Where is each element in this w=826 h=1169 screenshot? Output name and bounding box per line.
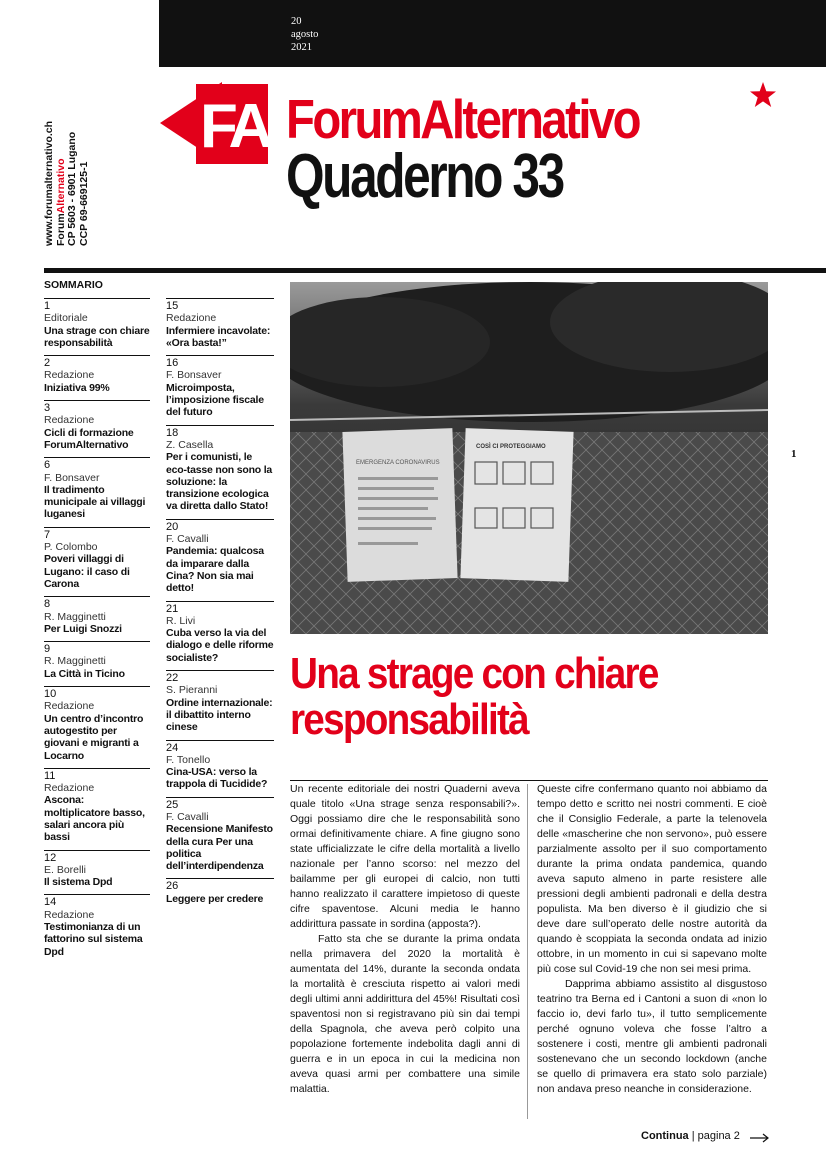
toc-page-number: 25 (166, 798, 179, 811)
fence-signs-photo (290, 282, 768, 634)
postal-address: CP 5603 - 6901 Lugano (66, 131, 78, 246)
sign-left-title: EMERGENZA CORONAVIRUS (356, 460, 440, 466)
toc-column-1 (44, 298, 150, 964)
toc-title: Leggere per credere (166, 892, 264, 905)
toc-page-number: 3 (44, 402, 51, 415)
continue-link[interactable] (641, 1130, 740, 1142)
toc-item[interactable] (44, 527, 150, 590)
logo-letters: FA (200, 92, 268, 161)
article-paragraph: Un recente editoriale dei nostri Quaderni aveva quale titolo «Una strage senza responsabili?». Oggi possiamo dire che le responsabilità sono ormai definitivamente chiare. A fine giugno sono state ufficializzate le cifre della mortalità a livello nazionale per l’anno scorso: nel mezzo del bailamme per gli europei di calcio, non tutti hanno realizzato il carattere impietoso di queste cifre spaventose. Alcuni media le hanno addirittura passate in sordina (apposta?). (290, 783, 520, 930)
toc-title: Una strage con chiare responsabilità (44, 324, 150, 349)
toc-item[interactable] (166, 355, 274, 418)
toc-author: R. Livi (166, 614, 196, 627)
toc-title: Testimonianza di un fattorino sul sistema Dpd (44, 921, 143, 958)
toc-page-number: 16 (166, 357, 179, 370)
toc-author: E. Borelli (44, 863, 87, 876)
date-day: 20 (291, 16, 302, 27)
toc-author: Redazione (44, 782, 95, 795)
toc-title: Cina-USA: verso la trappola di Tucidide? (166, 766, 268, 791)
star-icon (749, 82, 777, 108)
toc-title: Microimposta, l’imposizione fiscale del futuro (166, 381, 264, 419)
toc-page-number: 20 (166, 520, 179, 533)
toc-author: Editoriale (44, 312, 88, 325)
toc-title: Iniziativa 99% (44, 381, 110, 394)
article-paragraph: Queste cifre confermano quanto noi abbiamo da tempo detto e scritto nei nostri commenti. E cioè che il Consiglio Federale, a parte la telenovela delle «mascherine che non servono», può essere parzialmente assolto per il suo comportamento durante la prima ondata pandemica, quando aveva saputo almeno in parte resistere alle pressioni degli ambienti padronali e della destra populista. Ma ben diverso è il giudizio che si deve dare sull’operato delle nostre autorità da quando è scoppiata la seconda ondata ad inizio ottobre, in un momento in cui si sapevano molte più cose sul Covid-19 che non sei mesi prima. (537, 783, 767, 975)
article-paragraph: Dapprima abbiamo assistito al disgustoso teatrino tra Berna ed i Cantoni a suon di «non lo faccio io, devi farlo tu», il tutto semplicemente perché ognuno voleva che fosse l’altro a sostenere i costi, mentre gli ambienti padronali sostenevano che un secondo lockdown (anche se quello di primavera era stato solo parziale) non andava preso neanche in considerazione. (537, 978, 767, 1095)
issue-date (291, 15, 318, 54)
toc-author: P. Colombo (44, 541, 98, 554)
toc-item[interactable] (44, 400, 150, 451)
toc-author: F. Bonsaver (44, 471, 100, 484)
toc-title: Poveri villaggi di Lugano: il caso di Carona (44, 553, 130, 590)
toc-title: Cuba verso la via del dialogo e delle riforme socialiste? (166, 627, 274, 664)
toc-item[interactable] (166, 425, 274, 513)
date-year: 2021 (291, 42, 312, 53)
toc-author: S. Pieranni (166, 684, 218, 697)
continue-page: | pagina 2 (688, 1130, 740, 1142)
toc-author: Redazione (44, 908, 95, 921)
article-divider (290, 780, 768, 781)
toc-title: La Città in Ticino (44, 667, 125, 680)
brand-alternativo: Alternativo (420, 88, 639, 150)
cover-photo (290, 282, 768, 634)
toc-item[interactable] (44, 596, 150, 635)
ccp-account: CCP 69-669125-1 (77, 161, 90, 246)
toc-column-2 (166, 298, 274, 911)
toc-item[interactable] (44, 850, 150, 889)
continue-label: Continua (641, 1130, 689, 1142)
side-contact-info (44, 121, 90, 246)
toc-title: Cicli di formazione ForumAlternativo (44, 426, 134, 451)
article-column-right (537, 782, 767, 1097)
toc-page-number: 18 (166, 426, 179, 439)
org-name: ForumAlternativo (54, 158, 67, 246)
toc-page-number: 9 (44, 643, 51, 656)
toc-title: Recensione Manifesto della cura Per una politica dell’interdipendenza (166, 823, 273, 873)
top-black-bar (159, 0, 826, 67)
toc-author: F. Bonsaver (166, 369, 222, 382)
toc-title: Ascona: moltiplicatore basso, salari ancora più bassi (44, 794, 145, 844)
toc-author: F. Cavalli (166, 810, 209, 823)
website-link[interactable]: www.forumalternativo.ch (43, 120, 55, 246)
arrow-right-icon[interactable] (750, 1133, 770, 1143)
toc-author: R. Magginetti (44, 610, 106, 623)
header-divider (44, 268, 826, 273)
toc-page-number: 21 (166, 602, 179, 615)
brand-name (286, 88, 639, 150)
toc-page-number: 12 (44, 851, 57, 864)
toc-title: Per Luigi Snozzi (44, 622, 122, 635)
toc-item[interactable] (44, 641, 150, 680)
article-column-left (290, 782, 520, 1097)
toc-item[interactable] (44, 768, 150, 844)
toc-item[interactable] (44, 686, 150, 762)
toc-item[interactable] (166, 797, 274, 873)
toc-page-number: 15 (166, 300, 179, 312)
toc-title: Infermiere incavolate: «Ora basta!” (166, 324, 271, 349)
toc-page-number: 10 (44, 688, 57, 701)
toc-author: Redazione (44, 369, 95, 382)
toc-author: Redazione (44, 700, 95, 713)
toc-page-number: 2 (44, 357, 51, 370)
toc-author: F. Tonello (166, 753, 211, 766)
toc-title: Pandemia: qualcosa da imparare dalla Cina? Non sia mai detto! (166, 545, 264, 595)
toc-item[interactable] (166, 740, 274, 791)
toc-item[interactable] (166, 878, 274, 905)
toc-title: Il sistema Dpd (44, 876, 113, 889)
article-headline: Una strage con chiare responsabilità (290, 649, 658, 744)
toc-author: F. Cavalli (166, 533, 209, 546)
column-divider (527, 784, 528, 1119)
toc-page-number: 1 (44, 300, 51, 312)
toc-item[interactable] (44, 894, 150, 957)
toc-item[interactable] (166, 601, 274, 664)
toc-page-number: 24 (166, 741, 179, 754)
toc-page-number: 22 (166, 672, 179, 685)
article-paragraph: Fatto sta che se durante la prima ondata nella primavera del 2020 la mortalità è aumentata del 14%, durante la seconda ondata la mortalità è cresciuta rispetto ai valori medi degli ultimi anni addirittura del 45%! Risultati così spaventosi non si registravano più sin dai tempi della Spagnola, che aveva però colpito una popolazione fortemente indebolita dagli anni di guerra e in un epoca in cui la medicina non aveva quasi armi per combattere una simile malattia. (290, 933, 520, 1095)
toc-title: Un centro d’incontro autogestito per giovani e migranti a Locarno (44, 712, 144, 762)
toc-page-number: 11 (44, 769, 56, 782)
sign-right-title: COSÌ CI PROTEGGIAMO (476, 444, 546, 450)
toc-page-number: 6 (44, 459, 51, 472)
toc-author: Redazione (44, 414, 95, 427)
toc-heading: SOMMARIO (44, 279, 103, 291)
toc-title: Il tradimento municipale ai villaggi luganesi (44, 483, 146, 521)
toc-item[interactable] (44, 298, 150, 349)
toc-author: Z. Casella (166, 438, 214, 451)
toc-author: Redazione (166, 312, 217, 325)
toc-item[interactable] (44, 355, 150, 394)
toc-item[interactable] (166, 519, 274, 595)
toc-title: Ordine internazionale: il dibattito interno cinese (166, 696, 273, 734)
toc-page-number: 7 (44, 528, 51, 541)
toc-page-number: 14 (44, 896, 57, 909)
forumalternativo-logo-icon (160, 80, 272, 166)
date-month: agosto (291, 29, 319, 40)
toc-item[interactable] (44, 457, 150, 520)
page-number: 1 (791, 448, 797, 460)
toc-item[interactable] (166, 298, 274, 349)
toc-page-number: 8 (44, 598, 51, 611)
toc-title: Per i comunisti, le eco-tasse non sono la soluzione: la transizione ecologica va diretta dallo Stato! (166, 451, 273, 513)
quaderno-title: Quaderno 33 (286, 142, 563, 211)
toc-author: R. Magginetti (44, 655, 106, 668)
toc-page-number: 26 (166, 880, 179, 893)
toc-item[interactable] (166, 670, 274, 733)
brand-forum: Forum (286, 88, 421, 150)
